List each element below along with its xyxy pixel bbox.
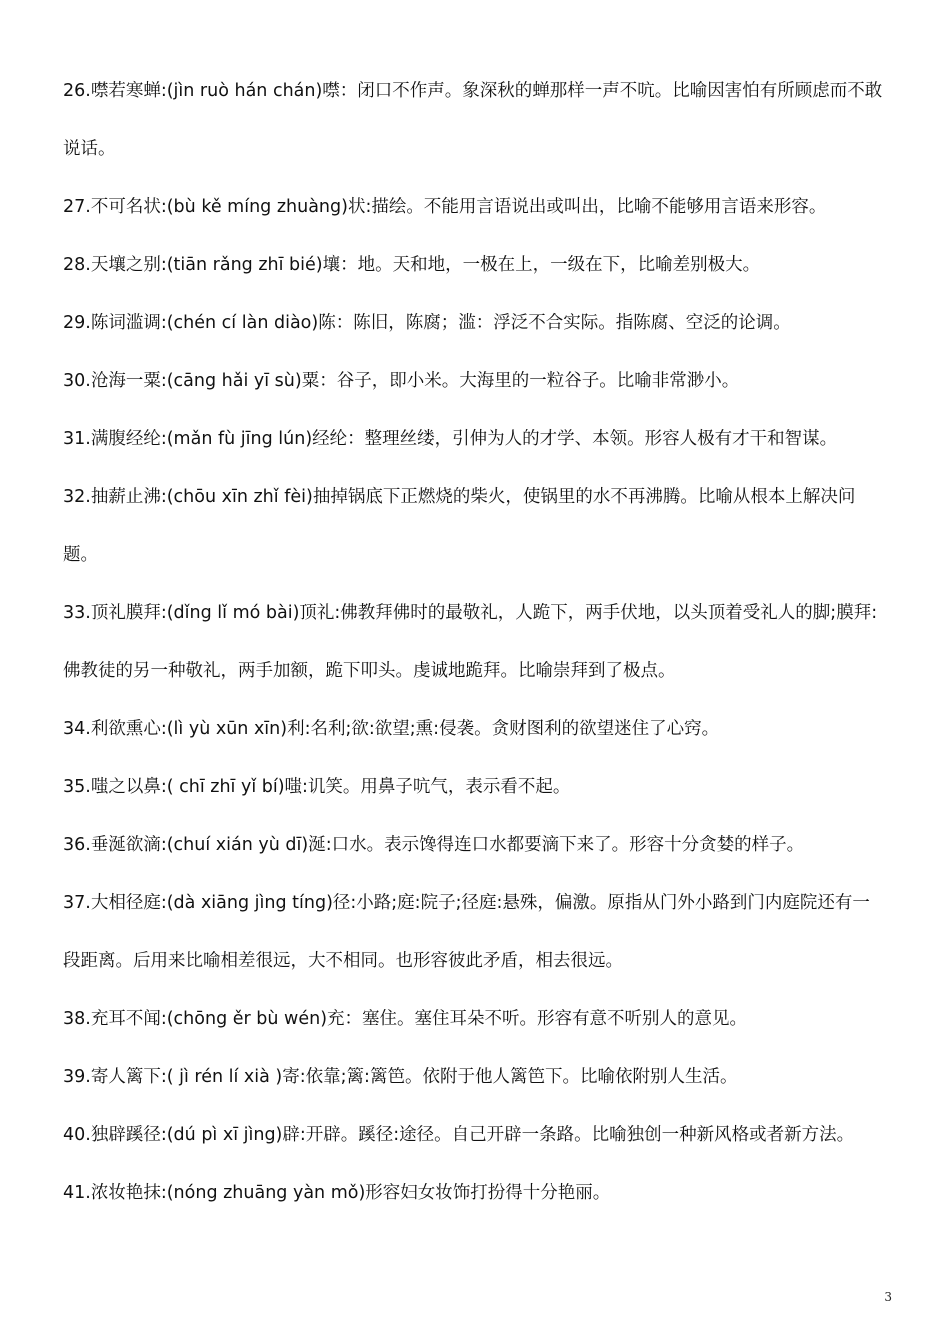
idiom-entry-37: 37.大相径庭:(dà xiāng jìng tíng)径:小路;庭:院子;径庭:悬殊，偏激。原指从门外小路到门内庭院还有一段距离。后用来比喻相差很远，大不相同。也形容彼此矛盾，相去很远。 — [63, 893, 870, 971]
idiom-entry-29: 29.陈词滥调:(chén cí làn diào)陈：陈旧，陈腐；滥：浮泛不合实际。指陈腐、空泛的论调。 — [63, 313, 791, 333]
idiom-entry-28: 28.天壤之别:(tiān rǎng zhī bié)壤：地。天和地，一极在上，一级在下，比喻差别极大。 — [63, 255, 761, 275]
document-body — [63, 62, 885, 1222]
idiom-entry-34: 34.利欲熏心:(lì yù xūn xīn)利:名利;欲:欲望;熏:侵袭。贪财图利的欲望迷住了心窍。 — [63, 719, 720, 739]
idiom-entry-26: 26.噤若寒蝉:(jìn ruò hán chán)噤：闭口不作声。象深秋的蝉那样一声不吭。比喻因害怕有所顾虑而不敢说话。 — [63, 81, 883, 159]
idiom-entry-40: 40.独辟蹊径:(dú pì xī jìng)辟:开辟。蹊径:途径。自己开辟一条路。比喻独创一种新风格或者新方法。 — [63, 1125, 855, 1145]
idiom-entry-33: 33.顶礼膜拜:(dǐng lǐ mó bài)顶礼:佛教拜佛时的最敬礼，人跪下，两手伏地，以头顶着受礼人的脚;膜拜:佛教徒的另一种敬礼，两手加额，跪下叩头。虔诚地跪拜。比喻崇拜到了极点。 — [63, 603, 878, 681]
idiom-entry-38: 38.充耳不闻:(chōng ěr bù wén)充：塞住。塞住耳朵不听。形容有意不听别人的意见。 — [63, 1009, 748, 1029]
idiom-entry-35: 35.嗤之以鼻:( chī zhī yǐ bí)嗤:讥笑。用鼻子吭气，表示看不起。 — [63, 777, 571, 797]
page-number: 3 — [884, 1290, 892, 1304]
idiom-entry-41: 41.浓妆艳抹:(nóng zhuāng yàn mǒ)形容妇女妆饰打扮得十分艳丽。 — [63, 1183, 611, 1203]
idiom-entry-32: 32.抽薪止沸:(chōu xīn zhǐ fèi)抽掉锅底下正燃烧的柴火，使锅里的水不再沸腾。比喻从根本上解决问题。 — [63, 487, 856, 565]
idiom-entry-39: 39.寄人篱下:( jì rén lí xià )寄:依靠;篱:篱笆。依附于他人篱笆下。比喻依附别人生活。 — [63, 1067, 738, 1087]
idiom-entry-30: 30.沧海一粟:(cāng hǎi yī sù)粟：谷子，即小米。大海里的一粒谷子。比喻非常渺小。 — [63, 371, 740, 391]
idiom-entry-36: 36.垂涎欲滴:(chuí xián yù dī)涎:口水。表示馋得连口水都要滴下来了。形容十分贪婪的样子。 — [63, 835, 805, 855]
idiom-entry-31: 31.满腹经纶:(mǎn fù jīng lún)经纶：整理丝缕，引伸为人的才学、本领。形容人极有才干和智谋。 — [63, 429, 838, 449]
idiom-entry-27: 27.不可名状:(bù kě míng zhuàng)状:描绘。不能用言语说出或叫出，比喻不能够用言语来形容。 — [63, 197, 827, 217]
